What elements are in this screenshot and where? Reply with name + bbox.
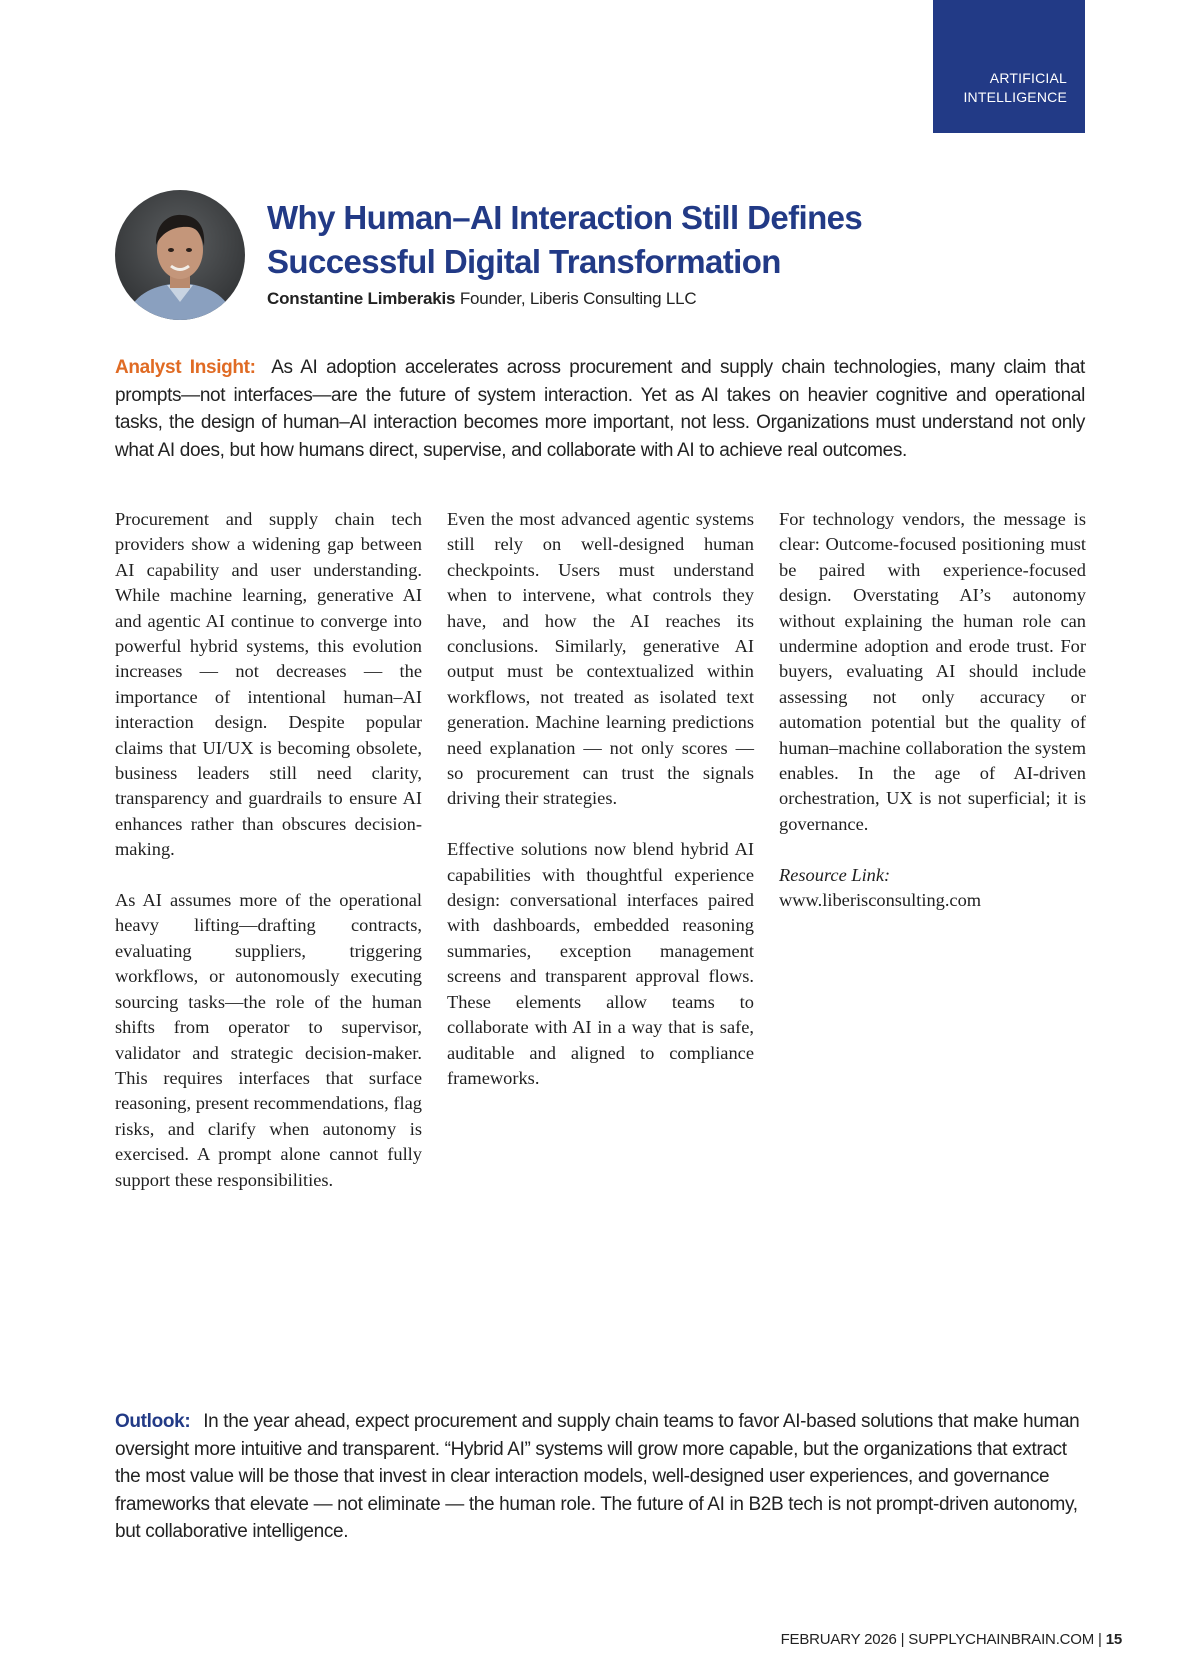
body-column-3	[779, 507, 1086, 939]
analyst-insight	[115, 354, 1085, 464]
body-column-1	[115, 507, 422, 1218]
analyst-insight-text: As AI adoption accelerates across procurement and supply chain technologies, many claim that prompts—not interfaces—are the future of system interaction. Yet as AI takes on heavier cognitive and operational tasks, the design of human–AI interaction becomes more important, not less. Organizations must understand not only what AI does, but how humans direct, supervise, and collaborate with AI to achieve real outcomes.	[115, 357, 1085, 461]
article-title: Why Human–AI Interaction Still Defines Successful Digital Transformation	[267, 199, 863, 280]
body-column-2	[447, 507, 754, 1117]
body-paragraph-5: For technology vendors, the message is clear: Outcome-focused positioning must be paired with experience-focused design. Overstating AI’s autonomy without explaining the human role can undermine adoption and erode trust. For buyers, evaluating AI should include assessing not only accuracy or automation potential but the quality of human–machine collaboration the system enables. In the age of AI-driven orchestration, UX is not superficial; it is governance.	[779, 509, 1086, 834]
page-number: 15	[1105, 1631, 1122, 1648]
resource-label: Resource Link:	[779, 864, 891, 885]
author-role: Founder, Liberis Consulting LLC	[459, 289, 697, 308]
page-footer	[781, 1631, 1122, 1648]
section-tag	[933, 0, 1085, 133]
footer-issue: FEBRUARY 2026 | SUPPLYCHAINBRAIN.COM |	[780, 1631, 1102, 1648]
analyst-insight-label: Analyst Insight:	[115, 357, 256, 378]
resource-block	[779, 863, 1086, 914]
body-paragraph-3: Even the most advanced agentic systems still rely on well-designed human checkpoints. Users must understand when to intervene, what controls they have, and how the AI reaches its conclusions. Similarly, generative AI output must be contextualized within workflows, not treated as isolated text generation. Machine learning predictions need explanation — not only scores — so procurement can trust the signals driving their strategies.	[447, 509, 754, 809]
resource-link[interactable]: www.liberisconsulting.com	[779, 890, 982, 911]
byline	[267, 289, 697, 309]
outlook-label: Outlook:	[115, 1411, 191, 1432]
author-name: Constantine Limberakis	[267, 289, 456, 308]
section-tag-line2: INTELLIGENCE	[963, 89, 1067, 105]
outlook-text: In the year ahead, expect procurement and supply chain teams to favor AI-based solutions that make human oversight more intuitive and transparent. “Hybrid AI” systems will grow more capable, but the organizations that extract the most value will be those that invest in clear interaction models, well-designed user experiences, and governance frameworks that elevate — not eliminate — the human role. The future of AI in B2B tech is not prompt-driven autonomy, but collaborative intelligence.	[115, 1411, 1080, 1542]
outlook	[115, 1408, 1087, 1546]
body-paragraph-2: As AI assumes more of the operational heavy lifting—drafting contracts, evaluating suppliers, triggering workflows, or autonomously executing sourcing tasks—the role of the human shifts from operator to supervisor, validator and strategic decision-maker. This requires interfaces that surface reasoning, present recommendations, flag risks, and clarify when autonomy is exercised. A prompt alone cannot fully support these responsibilities.	[115, 890, 422, 1190]
body-paragraph-1: Procurement and supply chain tech providers show a widening gap between AI capability and user understanding. While machine learning, generative AI and agentic AI continue to converge into powerful hybrid systems, this evolution increases — not decreases — the importance of intentional human–AI interaction design. Despite popular claims that UI/UX is becoming obsolete, business leaders still need clarity, transparency and guardrails to ensure AI enhances rather than obscures decision-making.	[115, 509, 422, 860]
author-photo	[115, 190, 245, 320]
section-tag-line1: ARTIFICIAL	[989, 70, 1067, 86]
body-paragraph-4: Effective solutions now blend hybrid AI capabilities with thoughtful experience design: conversational interfaces paired with dashboards, embedded reasoning summaries, exception management screens and transparent approval flows. These elements allow teams to collaborate with AI in a way that is safe, auditable and aligned to compliance frameworks.	[447, 839, 754, 1088]
